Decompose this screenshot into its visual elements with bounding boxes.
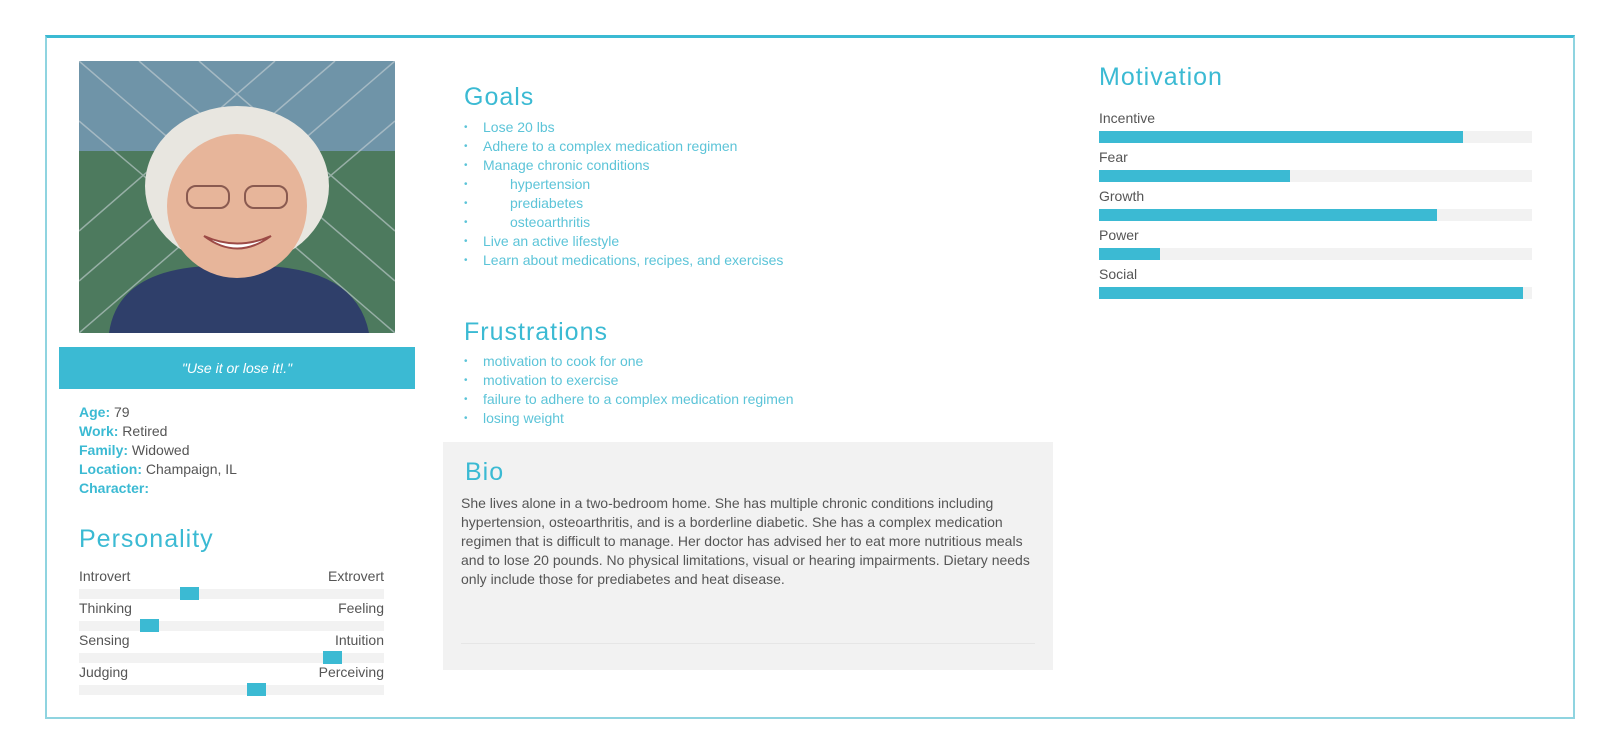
fact-row	[79, 441, 237, 460]
fact-value: Champaign, IL	[142, 461, 237, 477]
fact-value: Widowed	[128, 442, 190, 458]
motivation-bars	[1099, 110, 1532, 305]
fact-separator: :	[113, 423, 119, 439]
goal-item: • Adhere to a complex medication regimen	[464, 137, 783, 156]
personality-title: Personality	[79, 525, 214, 553]
frustration-item: • failure to adhere to a complex medication regimen	[464, 390, 794, 409]
personality-trait	[79, 664, 384, 696]
fact-label: Location	[79, 461, 138, 477]
fact-value: 79	[110, 404, 130, 420]
motivation-fill	[1099, 209, 1437, 221]
fact-label: Work	[79, 423, 114, 439]
goals-list	[464, 118, 783, 270]
motivation-row	[1099, 227, 1532, 266]
personality-trait	[79, 568, 384, 600]
trait-marker	[140, 619, 159, 632]
trait-labels	[79, 600, 384, 616]
trait-labels	[79, 568, 384, 584]
motivation-title: Motivation	[1099, 63, 1223, 91]
fact-separator: :	[105, 404, 111, 420]
goal-item: • Lose 20 lbs	[464, 118, 783, 137]
personality-scales	[79, 568, 384, 696]
frustrations-title: Frustrations	[464, 318, 608, 346]
bio-divider	[461, 643, 1035, 644]
trait-left-label: Thinking	[79, 600, 132, 616]
trait-track	[79, 685, 384, 695]
motivation-fill	[1099, 248, 1160, 260]
motivation-label: Fear	[1099, 149, 1128, 165]
fact-separator: :	[137, 461, 143, 477]
motivation-label: Power	[1099, 227, 1139, 243]
goals-title: Goals	[464, 83, 535, 111]
motivation-row	[1099, 149, 1532, 188]
goal-item: • Learn about medications, recipes, and exercises	[464, 251, 783, 270]
motivation-track	[1099, 248, 1532, 260]
trait-right-label: Intuition	[334, 632, 384, 648]
motivation-row	[1099, 110, 1532, 149]
motivation-track	[1099, 170, 1532, 182]
motivation-fill	[1099, 170, 1290, 182]
motivation-fill	[1099, 287, 1523, 299]
trait-labels	[79, 664, 384, 680]
trait-right-label: Perceiving	[318, 664, 384, 680]
persona-facts	[79, 403, 237, 498]
frustration-item: • motivation to exercise	[464, 371, 794, 390]
frustration-item: • motivation to cook for one	[464, 352, 794, 371]
motivation-row	[1099, 266, 1532, 305]
trait-left-label: Judging	[79, 664, 129, 680]
trait-left-label: Sensing	[79, 632, 130, 648]
fact-value: Retired	[118, 423, 168, 439]
personality-trait	[79, 600, 384, 632]
trait-marker	[247, 683, 266, 696]
goal-item: • Manage chronic conditions	[464, 156, 783, 175]
personality-trait	[79, 632, 384, 664]
bio-panel	[443, 442, 1053, 670]
fact-separator: :	[123, 442, 129, 458]
fact-label: Age	[79, 404, 106, 420]
trait-marker	[180, 587, 199, 600]
bio-text: She lives alone in a two-bedroom home. She has multiple chronic conditions including hypertension, osteoarthritis, and is a borderline diabetic. She has a complex medication regimen that is difficult to manage. Her doctor has advised her to eat more nutritious meals and to lose 20 pounds. No physical limitations, visual or hearing impairments. Dietary needs only include those for prediabetes and heat disease.	[461, 495, 1030, 587]
fact-label: Family	[79, 442, 124, 458]
fact-separator: :	[144, 480, 150, 496]
fact-row	[79, 460, 237, 479]
trait-left-label: Introvert	[79, 568, 131, 584]
trait-track	[79, 621, 384, 631]
persona-photo	[79, 61, 395, 333]
motivation-row	[1099, 188, 1532, 227]
fact-label: Character	[79, 480, 145, 496]
trait-track	[79, 589, 384, 599]
persona-quote: "Use it or lose it!."	[59, 347, 415, 389]
motivation-label: Social	[1099, 266, 1138, 282]
trait-right-label: Feeling	[338, 600, 384, 616]
goal-subitem: • prediabetes	[464, 194, 783, 213]
fact-row	[79, 422, 237, 441]
motivation-fill	[1099, 131, 1463, 143]
trait-marker	[323, 651, 342, 664]
frustration-item: • losing weight	[464, 409, 794, 428]
goal-item: • Live an active lifestyle	[464, 232, 783, 251]
motivation-label: Incentive	[1099, 110, 1156, 126]
goal-subitem: • hypertension	[464, 175, 783, 194]
motivation-track	[1099, 287, 1532, 299]
trait-right-label: Extrovert	[327, 568, 384, 584]
bio-title: Bio	[465, 458, 505, 486]
motivation-label: Growth	[1099, 188, 1145, 204]
goal-subitem: • osteoarthritis	[464, 213, 783, 232]
motivation-track	[1099, 209, 1532, 221]
fact-row	[79, 479, 237, 498]
trait-labels	[79, 632, 384, 648]
frustrations-list	[464, 352, 794, 428]
motivation-track	[1099, 131, 1532, 143]
fact-row	[79, 403, 237, 422]
